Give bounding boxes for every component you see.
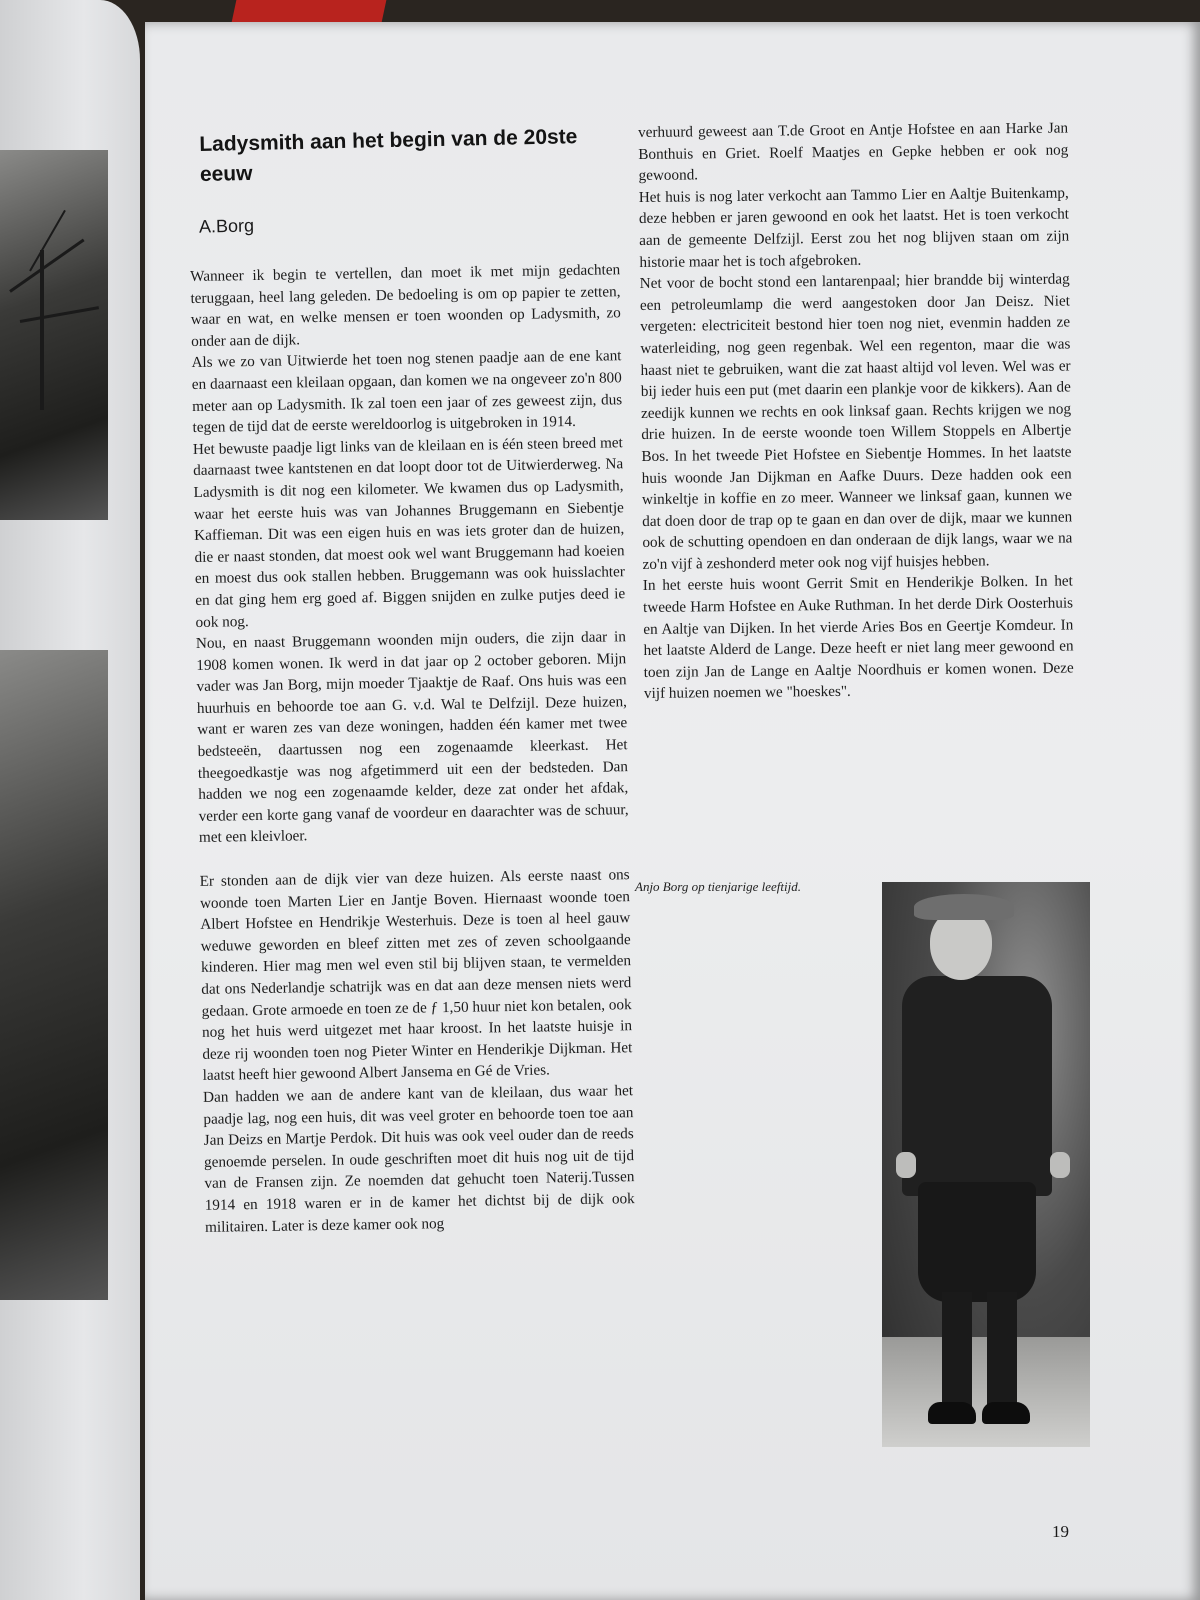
paragraph: Dan hadden we aan de andere kant van de kleilaan, dus waar het paadje lag, nog een huis, dit was veel groter en behoorde toen toe aan Jan Deizs en Martje Perdok. Dit huis was ook veel ouder dan de reeds genoemde perselen. In oude geschriften moet dit huis nog uit de tijd van de Fransen zijn. Ze noemden dat gehucht toen Naterij.Tussen 1914 en 1918 waren er in de kamer het dichtst bij de dijk ook militairen. Later is deze kamer ook nog	[202, 1082, 635, 1236]
page-number: 19	[1052, 1522, 1069, 1541]
paragraph: Het huis is nog later verkocht aan Tammo Lier en Aaltje Buitenkamp, deze hebben er jaren gewoond en ook het laatst. Het is toen verkocht aan de gemeente Delfzijl. Eerst zou het nog blijven staan om zijn historie maar het is toch afgebroken.	[638, 184, 1070, 271]
paragraph: In het eerste huis woont Gerrit Smit en Henderikje Bolken. In het tweede Harm Hofstee en Auke Ruthman. In het derde Dirk Oosterhuis en Aaltje van Dijken. In het vierde Aries Bos en Geertje Komdeur. In het laatste Alderd de Lange. Deze heeft er niet lang meer gewoond en toen zijn Jan de Lange en Aaltje Noordhuis er komen wonen. Deze vijf huizen noemen we "hoeskes".	[642, 572, 1074, 703]
paragraph: Het bewuste paadje ligt links van de kleilaan en is één steen breed met daarnaast twee kantstenen en dat loopt door tot de Uitwierderweg. Na Ladysmith is dit nog een kilometer. We kwamen dus op Ladysmith, waar het eerste huis was van Johannes Bruggemann en Siebentje Kaffieman. Dit was een eigen huis en was iets groter dan de huizen, die er naast stonden, dat moest ook wel want Bruggemann had koeien en moest dus ook stallen hebben. Bruggemann was ook huisslachter en dat ging hem erg goed af. Biggen snijden en zulke putjes deed ie ook nog.	[192, 433, 626, 631]
previous-page-photo-people	[0, 650, 108, 1300]
right-text-column	[638, 117, 1074, 705]
paragraph: Nou, en naast Bruggemann woonden mijn ouders, die zijn daar in 1908 komen wonen. Ik werd in dat jaar op 2 october geboren. Mijn vader was Jan Borg, mijn moeder Tjaaktje de Raaf. Ons huis was een huurhuis en behoorde toe aan G. v.d. Wal te Delfzijl. Deze huizen, want er waren zes van deze woningen, hadden één kamer met twee bedsteeën, daartussen nog een zogenaamde kleerkast. Het theegoedkastje was nog afgetimmerd uit een der bedsteden. Dan hadden we nog een zogenaamde kelder, deze zat onder het afdak, verder een korte gang vanaf de voordeur en daarachter was de schuur, met een kleivloer.	[195, 628, 629, 847]
paragraph: verhuurd geweest aan T.de Groot en Antje Hofstee en aan Harke Jan Bonthuis en Griet. Roelf Maatjes en Gepke hebben er ook nog gewoond.	[638, 119, 1069, 185]
book-page	[145, 22, 1200, 1600]
paragraph: Als we zo van Uitwierde het toen nog stenen paadje aan de ene kant en daarnaast een kleilaan opgaan, dan komen we na ongeveer zo'n 800 meter aan op Ladysmith. Ik zal toen een jaar of zes geweest zijn, dus tegen de tijd dat de eerste wereldoorlog is uitgebroken in 1914.	[191, 347, 623, 437]
article-author: A.Borg	[198, 215, 255, 237]
left-text-column	[190, 259, 635, 1238]
paragraph: Wanneer ik begin te vertellen, dan moet ik met mijn gedachten teruggaan, heel lang geleden. De bedoeling is om op papier te zetten, waar en wat, en welke mensen er toen woonden op Ladysmith, zo onder aan de dijk.	[190, 261, 621, 350]
article-title: Ladysmith aan het begin van de 20ste eeuw	[199, 125, 578, 186]
previous-page	[0, 0, 140, 1600]
paragraph: Er stonden aan de dijk vier van deze huizen. Als eerste naast ons woonde toen Marten Lier en Jantje Boven. Hiernaast woonde toen Albert Hofstee en Hendrikje Westerhuis. Deze is toen al heel gauw weduwe geworden en bleef zitten met zes of zeven schoolgaande kinderen. Hier mag men wel even stil bij blijven staan, te vermelden dat ons Nederlandje schatrijk was en dat aan deze mensen niets werd gedaan. Grote armoede en toen ze de ƒ 1,50 huur niet kon betalen, ook nog het huis werd uitgezet met haar kroost. In het laatste huisje in deze rij woonden toen nog Pieter Winter en Henderikje Dijkman. Het laatst heeft hier gewoond Albert Jansema en Gé de Vries.	[199, 866, 633, 1085]
previous-page-photo-tree	[0, 150, 108, 520]
photo-caption: Anjo Borg op tienjarige leeftijd.	[635, 879, 801, 894]
portrait-photo	[882, 882, 1090, 1447]
paragraph: Net voor de bocht stond een lantarenpaal; hier brandde bij winterdag een petroleumlamp die werd aangestoken door Jan Deisz. Niet vergeten: electriciteit bestond hier toen nog niet, evenmin hadden ze waterleiding, nog geen regenbak. Wel een regenton, maar die was haast niet te gebruiken, want die zat haast altijd vol leven. Wel was er bij ieder huis een put (met daarin een plankje voor de kikkers). Aan de zeedijk kunnen we rechts en ook linksaf gaan. Rechts krijgen we nog drie huizen. In de eerste woonde toen Willem Stoppels en Albertje Bos. In het tweede Piet Hofstee en Siebentje Hommes. In het laatste huis woonde Jan Dijkman en Aafke Duurs. Deze hadden ook een winkeltje in koffie en zo meer. Wanneer we linksaf gaan, kunnen we dat doen door de trap op te gaan en dan over de dijk, maar we kunnen ook de schutting opendoen en dan onderaan de dijk langs, waar we na zo'n vijf à zeshonderd meter ook nog vijf huisjes hebben.	[639, 270, 1073, 573]
